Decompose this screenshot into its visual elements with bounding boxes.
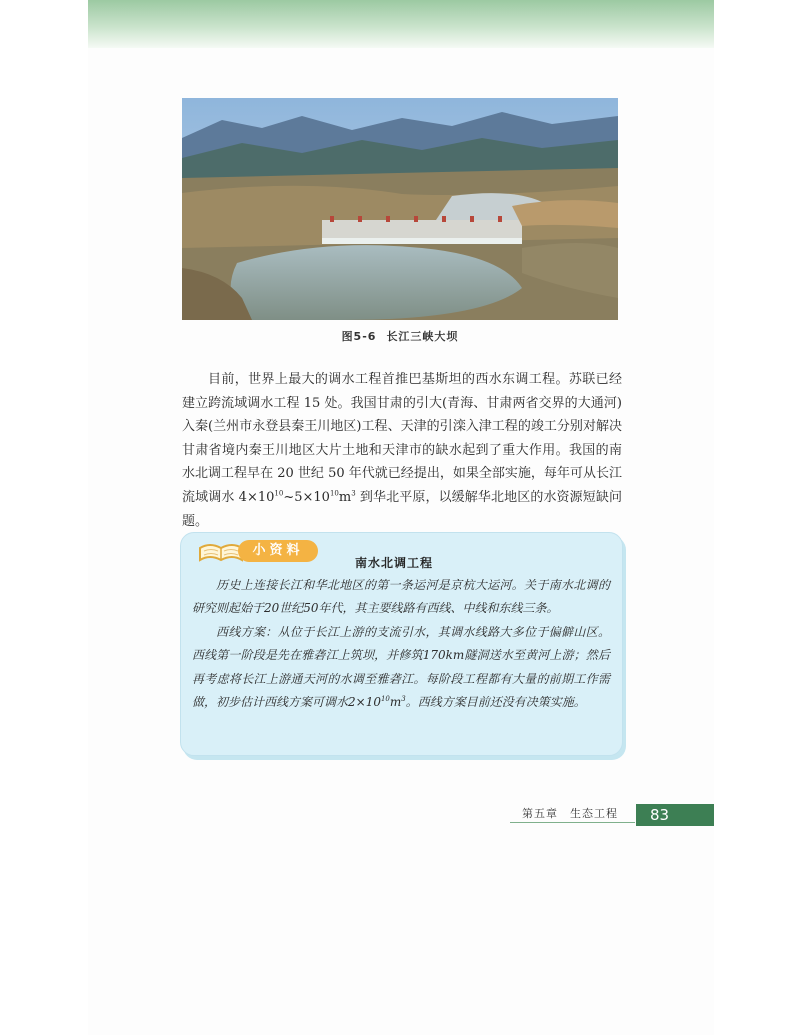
exponent: 10 xyxy=(380,695,390,704)
three-gorges-dam-photo xyxy=(182,98,618,320)
info-text-part: 西线方案：从位于长江上游的支流引水，其调水线路大多位于偏僻山区。西线第一阶段是先在雅砻江上筑坝，并修筑170km隧洞送水至黄河上游；然后再考虑将长江上游通天河的水调至雅砻江。每阶段工程都有大量的前期工作需做，初步估计西线方案可调水2×10 xyxy=(192,624,610,710)
info-tag-label: 小资料 xyxy=(238,540,318,562)
info-text-part: 。西线方案目前还没有决策实施。 xyxy=(405,695,586,710)
figure-caption xyxy=(182,328,618,344)
body-text-part: ~5×10 xyxy=(283,489,330,505)
body-text-part: m xyxy=(338,489,352,505)
body-text-part: 到华北平原，以缓解华北地区的水资源短缺问题。 xyxy=(182,489,623,529)
info-text xyxy=(192,574,610,714)
info-text-part: m xyxy=(389,695,402,710)
exponent: 3 xyxy=(351,489,356,498)
footer-divider xyxy=(510,822,635,823)
figure-caption-text: 长江三峡大坝 xyxy=(386,330,459,343)
exponent: 3 xyxy=(401,695,406,704)
header-band xyxy=(88,0,714,48)
info-paragraph-2 xyxy=(192,621,610,715)
info-title: 南水北调工程 xyxy=(355,556,434,570)
exponent: 10 xyxy=(329,489,339,498)
body-paragraph xyxy=(182,368,622,533)
info-paragraph-1: 历史上连接长江和华北地区的第一条运河是京杭大运河。关于南水北调的研究则起始于20世纪50年代，其主要线路有西线、中线和东线三条。 xyxy=(192,578,610,616)
page-number: 83 xyxy=(636,804,714,826)
exponent: 10 xyxy=(274,489,284,498)
info-tag xyxy=(196,532,326,568)
chapter-label: 第五章 生态工程 xyxy=(522,807,618,820)
body-text-part: 目前，世界上最大的调水工程首推巴基斯坦的西水东调工程。苏联已经建立跨流域调水工程 15 处。我国甘肃的引大(青海、甘肃两省交界的大通河)入秦(兰州市永登县秦王川地区)工程、天津的引滦入津工程的竣工分别对解决甘肃省境内秦王川地区大片土地和天津市的缺水起到了重大作用。我国的南水北调工程早在 20 世纪 50 年代就已经提出，如果全部实施，每年可从长江流域调水 4×10 xyxy=(182,372,622,505)
figure-number: 图5-6 xyxy=(341,330,377,343)
